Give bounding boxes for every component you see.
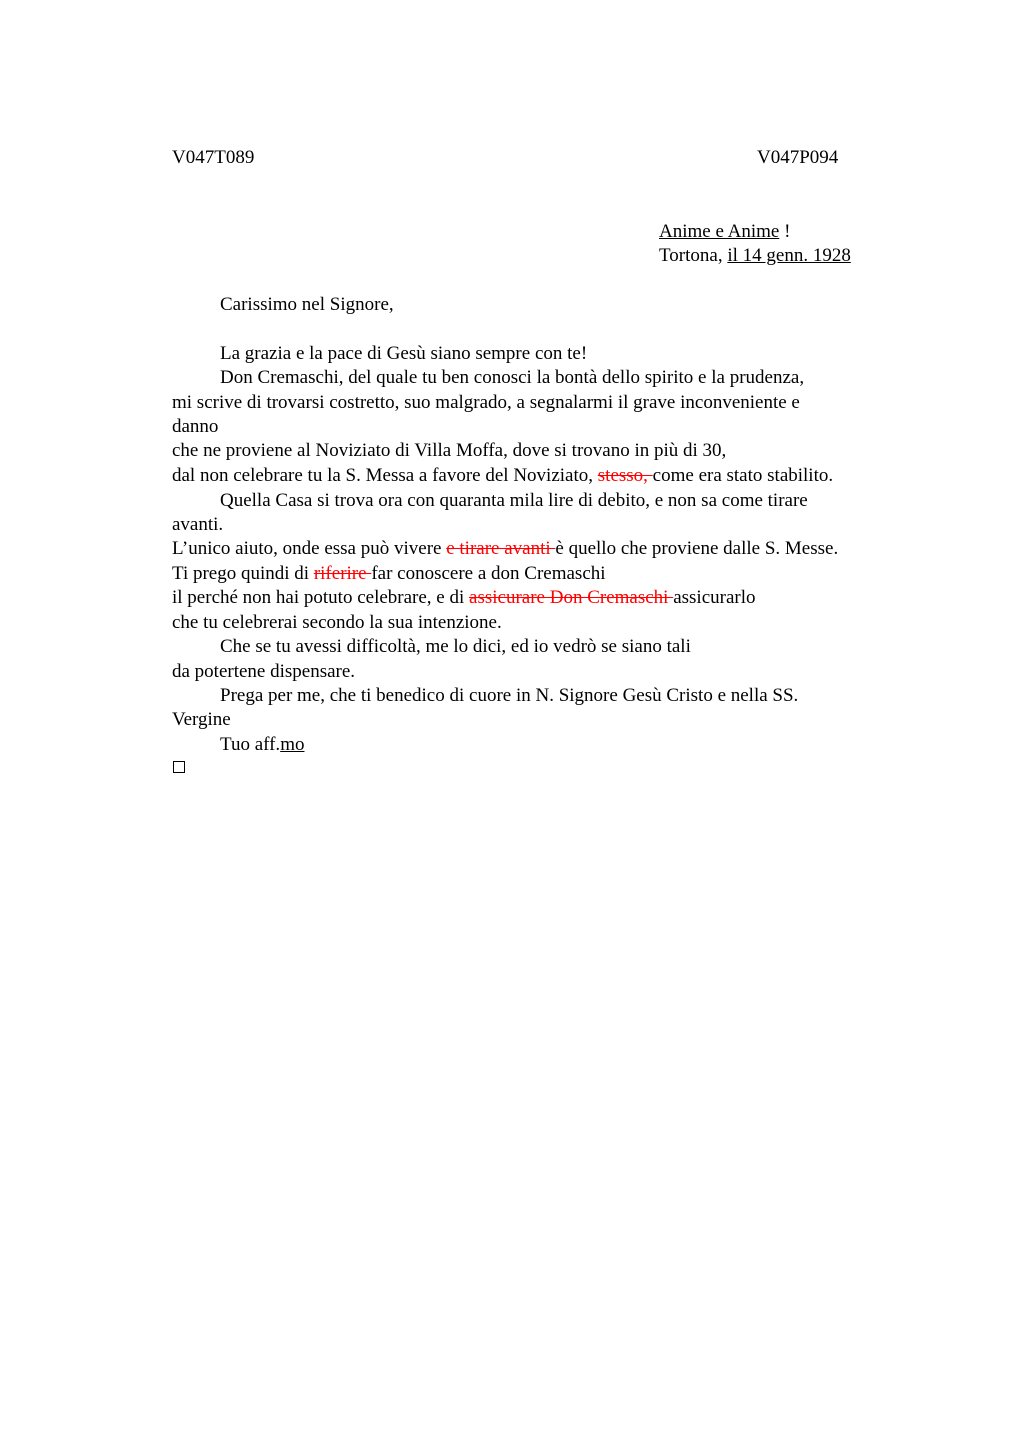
text-run: è quello che proviene dalle S. Messe.	[555, 538, 839, 559]
body-line-14: da potertene dispensare.	[172, 661, 356, 682]
text-run: L’unico aiuto, onde essa può vivere	[172, 538, 447, 559]
document-code-right: V047P094	[757, 147, 839, 168]
text-run: dal non celebrare tu la S. Messa a favore del Noviziato,	[172, 465, 598, 486]
deleted-text: riferire	[313, 563, 372, 584]
deleted-text: e tirare avanti	[446, 538, 556, 559]
date: il 14 genn. 1928	[727, 245, 851, 266]
body-line-10	[172, 562, 606, 586]
body-line-12: che tu celebrerai secondo la sua intenzione.	[172, 612, 502, 633]
body-line-11	[172, 586, 756, 610]
text-run: assicurarlo	[673, 587, 756, 608]
body-line-5: che ne proviene al Noviziato di Villa Moffa, dove si trovano in più di 30,	[172, 440, 727, 461]
dateline	[659, 244, 851, 268]
motto-line	[659, 220, 790, 244]
text-run: il perché non hai potuto celebrare, e di	[172, 587, 470, 608]
motto: Anime e Anime	[659, 221, 780, 242]
signature-placeholder-box	[173, 761, 185, 773]
body-line-6	[172, 464, 833, 488]
place: Tortona,	[659, 245, 728, 266]
closing	[220, 733, 304, 757]
text-run: far conoscere a don Cremaschi	[371, 563, 606, 584]
closing-text: Tuo aff.	[220, 734, 281, 755]
body-line-9	[172, 537, 838, 561]
body-line-2: Don Cremaschi, del quale tu ben conosci la bontà dello spirito e la prudenza,	[220, 367, 805, 388]
deleted-text: stesso,	[597, 465, 653, 486]
body-line-8: avanti.	[172, 514, 224, 535]
text-run: come era stato stabilito.	[652, 465, 834, 486]
body-line-16: Vergine	[172, 709, 231, 730]
motto-suffix: !	[779, 221, 791, 242]
body-line-1: La grazia e la pace di Gesù siano sempre con te!	[220, 343, 588, 364]
body-line-3: mi scrive di trovarsi costretto, suo malgrado, a segnalarmi il grave inconveniente e	[172, 392, 800, 413]
body-line-7: Quella Casa si trova ora con quaranta mila lire di debito, e non sa come tirare	[220, 490, 808, 511]
body-line-13: Che se tu avessi difficoltà, me lo dici, ed io vedrò se siano tali	[220, 636, 691, 657]
document-code-left: V047T089	[172, 147, 255, 168]
salutation: Carissimo nel Signore,	[220, 294, 394, 315]
text-run: Ti prego quindi di	[172, 563, 314, 584]
closing-suffix: mo	[280, 734, 305, 755]
body-line-15: Prega per me, che ti benedico di cuore in N. Signore Gesù Cristo e nella SS.	[220, 685, 799, 706]
body-line-4: danno	[172, 416, 219, 437]
deleted-text: assicurare Don Cremaschi	[469, 587, 674, 608]
